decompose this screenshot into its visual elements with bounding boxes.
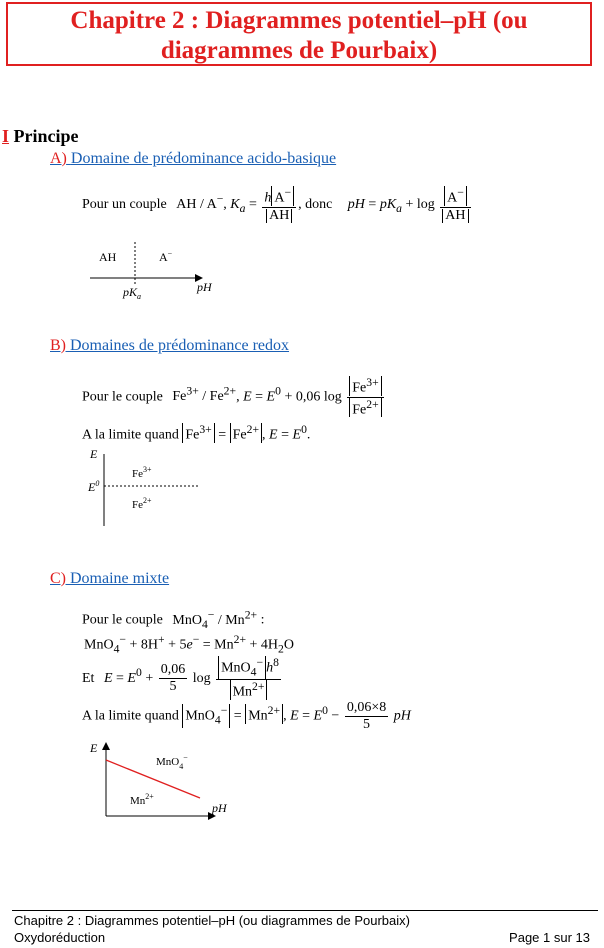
acid-base-diagram [85,242,235,300]
chapter-title-line2: diagrammes de Pourbaix) [160,37,438,64]
ka-fraction: $\frac{h A^-}{AH}$ [262,186,296,224]
ph-fraction: $\frac{A^-}{AH}$ [440,186,470,224]
mixed-e-arrow [102,742,110,750]
ka-denominator: AH [266,209,292,223]
subsection-c-letter: C) [50,570,66,587]
slope-fraction [345,700,388,733]
redox-limit: A la limite quand $Fe^{3+} = Fe^{2+}$ , $E = E^0$. [82,423,311,443]
mno4-label: MnO$_4$− [156,753,188,771]
coef-denominator: 5 [169,679,177,695]
pka-symbol: pK [379,197,397,213]
ph-symbol: pH [347,197,365,213]
redox-equation: Pour le couple $Fe^{3+} / Fe^{2+}$, $E = E^0 + 0,06$ log $\frac{Fe^{3+}}{Fe^{2+}}$ [82,376,386,418]
mixed-limit: A la limite quand $MnO_4^- = Mn^{2+}$ , $E = E^0$ − $\frac{0,06\times 8}{5}$ pH [82,700,411,732]
chapter-title-box [6,2,592,66]
subsection-b-label: Domaines de prédominance redox [70,337,290,354]
acid-base-couple: AH / A [176,197,217,213]
footer-page: Page 1 sur 13 [509,930,590,945]
et-word: Et [82,670,95,686]
mixed-e-label: E [90,742,98,755]
mixed-couple-line: Pour le couple $MnO_4^- / Mn^{2+}$ : [82,608,265,631]
acid-base-equation: Pour un couple AH / A−, $K_a$ = $\frac{h A^-}{AH}$ , donc pH = $pK_a + \log$ $\frac{A^-}{AH}$ [82,186,473,224]
footer-title: Chapitre 2 : Diagrammes potentiel–pH (ou diagrammes de Pourbaix) [14,913,410,928]
diagram-pka-label: $pK_a$ [123,285,142,300]
mn2-label: $Mn^{2+}$ [130,792,154,807]
redox-fraction: $\frac{Fe^{3+}}{Fe^{2+}}$ [347,376,383,418]
redox-e-label: E [90,448,98,461]
section-label: Principe [13,126,79,146]
coef-fraction [159,662,188,695]
ph-numerator: A [447,190,458,206]
ka-symbol: K [230,197,240,213]
subsection-b-letter: B) [50,337,66,354]
mixed-nernst: Et $E = E^0$ + $\frac{0,06}{5}$ log $\frac{MnO_4^- h^8}{Mn^{2+}}$ [82,656,279,701]
subsection-c-heading [50,570,169,588]
redox-e0-label: $E^0$ [88,479,100,494]
mixed-ph: pH [393,708,411,724]
diagram-ph-label: pH [197,280,212,294]
subsection-a-letter: A) [50,150,67,167]
ka-numerator: A [274,190,285,206]
donc-word: , donc [298,197,333,213]
ph-denominator: AH [442,209,468,223]
slope-numerator: 0,06×8 [346,700,387,715]
h-symbol: h [264,190,272,206]
footer-divider [12,910,598,911]
fe3-label: $Fe^{3+}$ [132,465,152,480]
mixed-ph-label: pH [212,801,227,815]
footer-subject: Oxydoréduction [14,930,106,945]
fe2-label: $Fe^{2+}$ [132,496,152,511]
log-symbol: log [416,197,435,213]
subsection-a-label: Domaine de prédominance acido-basique [70,150,337,167]
section-number: I [2,126,10,146]
mixed-log-fraction: $\frac{MnO_4^- h^8}{Mn^{2+}}$ [216,656,281,701]
coef-numerator: 0,06 [160,662,186,678]
subsection-c-label: Domaine mixte [70,570,170,587]
mixed-intro: Pour le couple [82,612,163,628]
mixed-reaction: $MnO_4^- + 8H^+ + 5e^- = Mn^{2+} + 4H_2O$ [84,633,294,656]
mixed-diagram [88,742,238,824]
subsection-b-heading [50,337,289,355]
redox-intro: Pour le couple [82,389,163,405]
chapter-title-line1: Chapitre 2 : Diagrammes potentiel–pH (ou [70,7,528,34]
diagram-a-label: A− [159,249,173,264]
section-title [2,126,79,147]
mixed-limit-text: A la limite quand [82,708,179,724]
mixed-log: log [192,670,211,686]
acid-base-intro: Pour un couple [82,197,167,213]
redox-diagram [86,448,206,528]
slope-denominator: 5 [363,717,371,732]
diagram-ah-label: AH [99,250,117,264]
redox-limit-text: A la limite quand [82,427,179,443]
subsection-a-heading [50,150,336,168]
